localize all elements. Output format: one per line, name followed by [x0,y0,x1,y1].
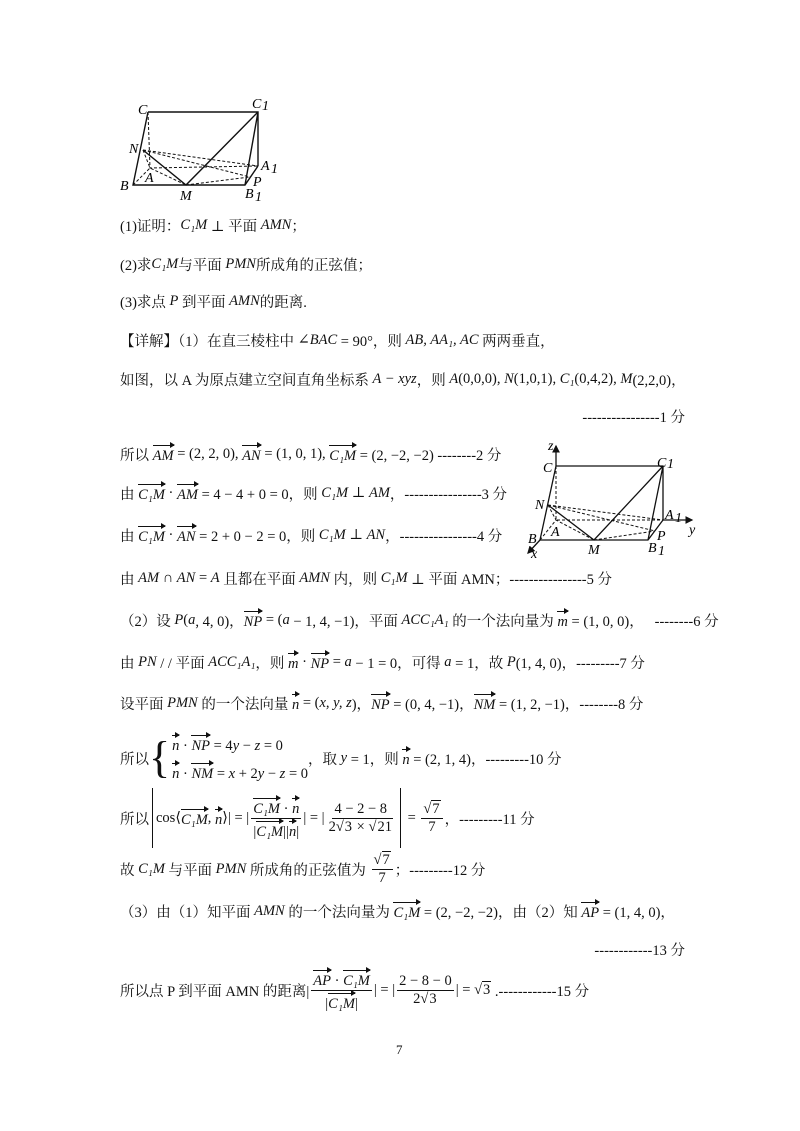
vector-symbol: C₁M [253,796,280,818]
math-symbol: P [174,611,184,628]
label-C: C [138,103,148,118]
text-run: = 0 [260,738,283,754]
text-run: 所成角的正弦值为 [246,863,370,879]
math-symbol: M [620,371,633,387]
numerator [372,852,393,870]
vector-symbol: n [172,761,179,783]
text-run: | [325,996,329,1012]
text-run: | = | [373,982,396,998]
math-symbol: P [169,293,179,309]
text-run: · [330,973,344,989]
absolute-bar [400,788,401,848]
equation [172,761,308,783]
math-symbol: PMN [225,256,256,272]
text-run: − 1 = 0，可得 [351,655,445,672]
text-run: = 90°，则 [337,334,406,350]
math-symbol: ACC₁A₁ [401,611,449,628]
absolute-bar [152,788,153,848]
text-run: = [329,653,345,670]
vector-symbol: NP [191,733,210,755]
label-B1: B [245,187,254,202]
math-symbol: PMN [167,694,198,711]
text-run: 由 [120,572,139,588]
solution-line [120,852,485,887]
square-root [420,991,437,1008]
text-run: − [264,766,280,782]
label-M: M [180,189,192,202]
label-sub: 1 [658,544,665,559]
text-run: 的一个法向量为 [284,904,394,921]
text-run: 设平面 [120,696,168,713]
page-number: 7 [396,1042,403,1057]
math-symbol: AN [176,570,196,586]
math-symbol: AM [368,484,390,501]
radical-sign: √ [423,800,432,817]
text-run: 4 − 2 − 8 [334,800,388,817]
question-2 [120,254,372,275]
text-run: ；---------12 分 [394,863,486,879]
text-run: = (2, 1, 4)，---------10 分 [409,751,562,768]
text-run: | = | [303,809,325,826]
vector-symbol: n [292,796,299,818]
text-run: , 4, 0)， [195,613,244,630]
text-run: = (0, 4, −1)， [389,696,474,713]
vector-symbol: NP [311,651,330,673]
vector-symbol: C₁M [181,807,208,829]
vector-symbol: NP [371,692,390,714]
radicand: 21 [377,818,392,835]
math-symbol: AMN [229,293,260,309]
text-run: = ( [262,611,283,628]
text-run: ( [183,611,189,628]
text-run: (1, 4, 0)，---------7 分 [515,655,645,672]
text-run: 故 [120,863,139,879]
label-N: N [129,142,139,157]
text-run: = (2, −2, −2)，由（2）知 [420,904,582,921]
radical-sign: √ [368,818,377,835]
label-sub: 1 [675,511,682,526]
radical-sign: √ [474,982,483,998]
math-symbol: C₁M [321,484,349,501]
question-1 [120,215,306,236]
math-symbol: a [444,653,452,670]
text-run: = 4 [210,738,233,754]
text-run: 与平面 [178,258,226,274]
radicand: 3 [429,991,437,1007]
label-sub: 1 [262,99,269,114]
text-run: = (2, 2, 0), [173,445,243,462]
solution-distance [120,968,589,1013]
vector-symbol: C₁M [256,819,283,841]
vector-symbol: n [289,819,296,841]
text-run: || [283,823,289,840]
math-symbol: A [210,570,220,586]
text-run: 所成角的正弦值； [255,258,372,274]
question-3 [120,291,307,312]
text-run: (2)求 [120,258,152,274]
text-run: .------------15 分 [491,984,590,1000]
text-run: = (2, −2, −2) --------2 分 [356,447,502,464]
text-run: 7 [378,870,386,886]
text-run: ∩ [159,570,177,586]
math-symbol: C₁M [380,570,408,586]
solution-cosine [120,788,535,848]
brace: { [149,733,171,782]
label-sub: 1 [667,457,674,472]
math-symbol: y [232,738,240,754]
text-run: 2 [328,818,336,835]
text-run: 且都在平面 [219,572,300,588]
label-A1: A [665,508,674,523]
text-run: cos⟨ [156,809,181,826]
text-run: 两两垂直， [478,334,555,350]
label-C1: C [657,456,667,471]
text-run: 所以 [120,811,149,828]
text-run: − 1, 4, −1)，平面 [289,613,402,630]
text-run: ----------------1 分 [582,410,685,426]
text-run: )， [351,696,372,713]
text-run: · [279,800,293,817]
fraction [397,973,454,1008]
text-run: = (1, 2, −1)，--------8 分 [495,696,644,713]
numerator [332,801,389,819]
text-run: 与平面 [164,863,216,879]
text-run: | [296,823,300,840]
label-B1: B [648,541,657,556]
math-symbol: C₁M [138,861,165,877]
vector-symbol: NP [244,609,263,631]
vector-symbol: C₁M [138,524,165,546]
radical-sign: √ [373,852,382,868]
denominator [426,819,437,836]
math-symbol: AM [138,570,160,586]
solution-line [120,900,675,922]
text-run: = 1，则 [347,751,403,768]
math-symbol: z [279,766,286,782]
text-run: 【详解】（1）在直三棱柱中 [120,334,298,350]
text-run: / / 平面 [156,655,209,672]
math-symbol: AMN [299,570,330,586]
text-run: = 1，故 [451,655,507,672]
square-root [374,852,391,869]
math-symbol: AMN [254,902,285,919]
text-run: (0,4,2), [574,371,621,387]
radical-sign: √ [420,991,429,1007]
text-run: ⊥ [348,484,369,501]
vector-symbol: m [288,651,298,673]
solution-line [120,443,501,465]
text-run: · [179,766,192,782]
prism-figure-2-coordinates [510,435,710,560]
text-run: 的一个法向量为 [448,613,558,630]
square-root [474,982,491,999]
text-run: 到平面 [178,295,230,311]
numerator [421,801,442,819]
text-run: ，取 [308,751,341,768]
vector-symbol: C₁M [393,900,420,922]
text-run: 由 [120,655,139,672]
equation [172,733,308,755]
vector-symbol: AM [177,482,198,504]
axis-x: x [531,547,538,560]
math-symbol: z [254,738,261,754]
text-run: （3）由（1）知平面 [120,904,255,921]
vector-symbol: C₁M [329,443,356,465]
label-C: C [543,461,553,476]
text-run: − [239,738,255,754]
label-P: P [253,175,262,190]
text-run: (2,2,0)， [632,373,686,389]
text-run: 的一个法向量 [197,696,292,713]
vector-symbol: C₁M [138,482,165,504]
label-M: M [588,543,600,558]
solution-line [120,692,643,714]
vector-symbol: AP [313,968,331,990]
math-symbol: ∠BAC [297,332,338,348]
text-run: ------------13 分 [594,943,685,959]
text-run: | [253,823,257,840]
text-run: (0,0,0), [458,371,505,387]
text-run: (3)求点 [120,295,170,311]
radicand: 7 [432,800,440,817]
text-run: 7 [428,818,436,835]
label-C1: C [252,97,262,112]
text-run: , [207,809,216,826]
text-run: 由 [120,528,139,545]
axis-z: z [548,439,554,454]
text-run: 2 [413,991,421,1007]
label-B: B [120,179,129,194]
text-run: = [403,809,420,826]
text-run: （2）设 [120,613,175,630]
label-sub: 1 [271,162,278,177]
vector-symbol: n [172,733,179,755]
text-run: 2 − 8 − 0 [399,973,452,989]
vector-symbol: C₁M [343,968,370,990]
label-P: P [657,529,666,544]
vector-symbol: AN [242,443,261,465]
math-symbol: y [257,766,265,782]
text-run: ⊥ 平面 AMN；----------------5 分 [407,572,613,588]
text-run: 内，则 [329,572,381,588]
fraction [251,796,301,841]
text-run: = [195,570,211,586]
text-run: = 0 [285,766,308,782]
math-symbol: C₁M [318,526,346,543]
text-run: 如图，以 A 为原点建立空间直角坐标系 [120,373,373,389]
solution-line [120,568,612,589]
vector-symbol: AN [177,524,196,546]
fraction [372,852,393,887]
vector-symbol: m [557,609,567,631]
denominator [323,991,360,1013]
equation-system [172,733,308,783]
math-symbol: AB, AA₁, AC [405,332,479,348]
denominator [251,819,301,841]
text-run: (1,0,1), [513,371,560,387]
vector-symbol: C₁M [328,991,355,1013]
solution-line [120,330,555,351]
fraction [421,801,442,836]
denominator [411,991,439,1008]
math-symbol: N [504,371,514,387]
text-run: ⟩| = | [222,809,250,826]
math-symbol: ACC₁A₁ [208,653,256,670]
radicand: 3 [483,982,491,998]
radical-sign: √ [335,818,344,835]
text-run: ，----------------3 分 [389,486,508,503]
text-run: | = [455,982,475,998]
label-N: N [535,498,545,513]
math-symbol: AN [366,526,386,543]
vector-symbol: n [292,692,299,714]
text-run: (1)证明： [120,219,181,235]
text-run: · [164,526,178,543]
denominator [377,870,388,887]
prism-figure-1 [110,92,300,202]
math-symbol: PMN [215,861,247,877]
text-run: × [353,818,369,835]
math-symbol: AMN [260,217,292,233]
vector-symbol: n [215,807,222,829]
vector-symbol: NM [191,761,213,783]
vector-symbol: AP [581,900,599,922]
text-run: + 2 [235,766,258,782]
text-run: = 2 + 0 − 2 = 0，则 [195,528,319,545]
fraction [327,801,395,836]
label-A1: A [261,159,270,174]
text-run: ，则 [255,655,288,672]
math-symbol: a [282,611,290,628]
square-root [423,801,440,818]
label-A: A [145,171,154,186]
label-sub: 1 [255,190,262,202]
text-run: = [213,766,229,782]
math-symbol: P [506,653,516,670]
text-run: 的距离. [259,295,307,311]
text-run: ； [291,219,306,235]
math-symbol: PN [138,653,157,670]
math-symbol: x [228,766,236,782]
text-run: = (1, 0, 0)， --------6 分 [567,613,719,630]
text-run: ⊥ 平面 [207,219,261,235]
math-symbol: C₁M [151,256,179,272]
numerator [251,796,301,819]
math-symbol: A [449,371,459,387]
text-run: · [298,653,311,670]
text-run: = (1, 4, 0)， [599,904,675,921]
text-run: ，---------11 分 [444,811,535,828]
text-run: 所以 [120,751,149,768]
text-run: = (1, 0, 1), [260,445,330,462]
solution-line [120,482,507,504]
score-mark [594,939,685,960]
text-run: = 4 − 4 + 0 = 0，则 [197,486,322,503]
text-run: ，----------------4 分 [385,528,503,545]
numerator [311,968,372,991]
label-B: B [528,532,537,547]
solution-line [120,609,719,631]
solution-line [120,524,502,546]
math-symbol: x, y, z [319,694,352,711]
score-mark [582,406,685,427]
vector-symbol: n [402,747,409,769]
radicand: 7 [382,852,390,868]
vector-symbol: NM [474,692,496,714]
text-run: · [179,738,192,754]
solution-line [120,369,686,390]
solution-system [120,733,562,783]
label-A: A [551,525,560,540]
math-symbol: A − xyz [372,371,417,387]
denominator [327,819,395,836]
axis-y: y [689,523,696,538]
fraction [311,968,372,1013]
text-run: 所以 [120,447,153,464]
square-root [368,819,392,836]
text-run: = ( [299,694,320,711]
text-run: | [354,996,358,1012]
math-symbol: a [188,611,196,628]
text-run: · [164,484,178,501]
math-symbol: y [340,749,348,766]
vector-symbol: AM [153,443,174,465]
radicand: 3 [344,818,353,835]
math-symbol: a [344,653,352,670]
text-run: ，则 [416,373,450,389]
solution-line [120,651,645,673]
text-run: 所以点 P 到平面 AMN 的距离| [120,984,310,1000]
math-symbol: C₁M [180,217,208,233]
text-run: ⊥ [345,526,367,543]
numerator [397,973,454,991]
square-root [336,819,353,836]
math-symbol: C₁ [559,371,575,387]
text-run: 由 [120,486,139,503]
